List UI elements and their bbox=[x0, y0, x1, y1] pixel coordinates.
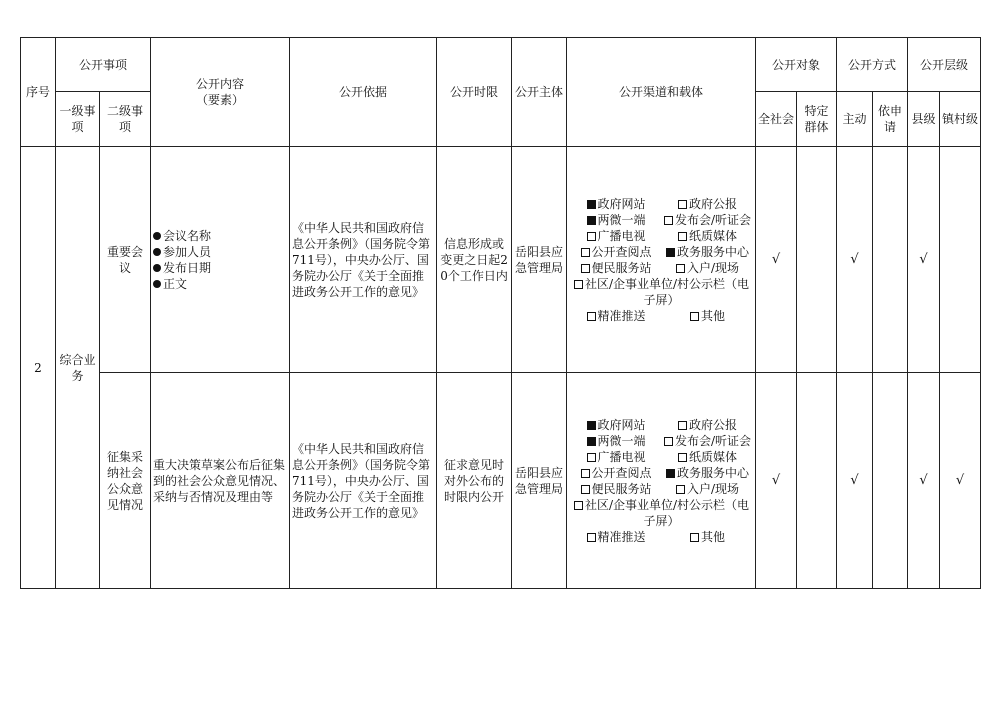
row-basis: 《中华人民共和国政府信息公开条例》（国务院令第711号），中央办公厅、国务院办公厅《关于全面推进政务公开工作的意见》 bbox=[290, 147, 437, 373]
header-audience-specific: 特定群体 bbox=[797, 92, 837, 147]
unchecked-box-icon bbox=[581, 485, 590, 494]
header-content bbox=[151, 38, 290, 147]
checked-box-icon bbox=[587, 421, 596, 430]
header-level: 公开层级 bbox=[908, 38, 981, 92]
row-time-limit: 征求意见时对外公布的时限内公开 bbox=[437, 373, 512, 589]
row-method-active: √ bbox=[837, 147, 873, 373]
row-level-town: √ bbox=[940, 373, 981, 589]
header-content-sub: （要素） bbox=[196, 93, 245, 107]
header-item: 公开事项 bbox=[56, 38, 151, 92]
bullet-icon bbox=[153, 248, 161, 256]
checked-box-icon bbox=[587, 200, 596, 209]
unchecked-box-icon bbox=[678, 200, 687, 209]
header-level-county: 县级 bbox=[908, 92, 940, 147]
row-subject: 岳阳县应急管理局 bbox=[512, 147, 567, 373]
unchecked-box-icon bbox=[581, 248, 590, 257]
unchecked-box-icon bbox=[587, 533, 596, 542]
bullet-icon bbox=[153, 264, 161, 272]
unchecked-box-icon bbox=[587, 453, 596, 462]
unchecked-box-icon bbox=[678, 232, 687, 241]
unchecked-box-icon bbox=[664, 437, 673, 446]
header-channels: 公开渠道和载体 bbox=[567, 38, 756, 147]
checked-box-icon bbox=[666, 248, 675, 257]
row-method-request bbox=[873, 373, 908, 589]
header-time-limit: 公开时限 bbox=[437, 38, 512, 147]
row-content bbox=[151, 147, 290, 373]
row-time-limit: 信息形成或变更之日起20个工作日内 bbox=[437, 147, 512, 373]
unchecked-box-icon bbox=[587, 232, 596, 241]
header-method-request: 依申请 bbox=[873, 92, 908, 147]
row-level2: 重要会议 bbox=[100, 147, 151, 373]
unchecked-box-icon bbox=[690, 312, 699, 321]
unchecked-box-icon bbox=[664, 216, 673, 225]
row-audience-specific bbox=[797, 147, 837, 373]
header-subject: 公开主体 bbox=[512, 38, 567, 147]
row-level-county: √ bbox=[908, 373, 940, 589]
unchecked-box-icon bbox=[587, 312, 596, 321]
content-item: 会议名称 bbox=[153, 228, 287, 244]
row-channels: 政府网站 政府公报 两微一端 发布会/听证会 广播电视 纸质媒体 公开查阅点 政务服务中心 便民服务站 入户/现场 社区/企事业单位/村公示栏（电子屏） 精准推送 其他 bbox=[567, 147, 756, 373]
unchecked-box-icon bbox=[690, 533, 699, 542]
group-level1: 综合业务 bbox=[56, 147, 100, 589]
checked-box-icon bbox=[587, 437, 596, 446]
unchecked-box-icon bbox=[676, 264, 685, 273]
row-subject: 岳阳县应急管理局 bbox=[512, 373, 567, 589]
content-item: 正文 bbox=[153, 276, 287, 292]
header-content-title: 公开内容 bbox=[196, 77, 245, 91]
row-method-active: √ bbox=[837, 373, 873, 589]
header-basis: 公开依据 bbox=[290, 38, 437, 147]
row-audience-specific bbox=[797, 373, 837, 589]
header-level-town: 镇村级 bbox=[940, 92, 981, 147]
row-content: 重大决策草案公布后征集到的社会公众意见情况、采纳与否情况及理由等 bbox=[151, 373, 290, 589]
unchecked-box-icon bbox=[581, 264, 590, 273]
checked-box-icon bbox=[587, 216, 596, 225]
unchecked-box-icon bbox=[581, 469, 590, 478]
unchecked-box-icon bbox=[574, 280, 583, 289]
header-method-active: 主动 bbox=[837, 92, 873, 147]
checked-box-icon bbox=[666, 469, 675, 478]
header-audience: 公开对象 bbox=[756, 38, 837, 92]
row-level-town bbox=[940, 147, 981, 373]
row-level-county: √ bbox=[908, 147, 940, 373]
row-level2: 征集采纳社会公众意见情况 bbox=[100, 373, 151, 589]
header-method: 公开方式 bbox=[837, 38, 908, 92]
table-row bbox=[21, 147, 981, 373]
disclosure-table bbox=[20, 37, 981, 589]
row-method-request bbox=[873, 147, 908, 373]
group-seq: 2 bbox=[21, 147, 56, 589]
unchecked-box-icon bbox=[678, 453, 687, 462]
unchecked-box-icon bbox=[574, 501, 583, 510]
row-audience-all: √ bbox=[756, 373, 797, 589]
row-audience-all: √ bbox=[756, 147, 797, 373]
bullet-icon bbox=[153, 232, 161, 240]
header-level1: 一级事项 bbox=[56, 92, 100, 147]
bullet-icon bbox=[153, 280, 161, 288]
unchecked-box-icon bbox=[676, 485, 685, 494]
table-row bbox=[21, 373, 981, 589]
unchecked-box-icon bbox=[678, 421, 687, 430]
header-seq: 序号 bbox=[21, 38, 56, 147]
row-channels: 政府网站 政府公报 两微一端 发布会/听证会 广播电视 纸质媒体 公开查阅点 政务服务中心 便民服务站 入户/现场 社区/企事业单位/村公示栏（电子屏） 精准推送 其他 bbox=[567, 373, 756, 589]
content-item: 参加人员 bbox=[153, 244, 287, 260]
content-item: 发布日期 bbox=[153, 260, 287, 276]
header-level2: 二级事项 bbox=[100, 92, 151, 147]
header-audience-all: 全社会 bbox=[756, 92, 797, 147]
row-basis: 《中华人民共和国政府信息公开条例》（国务院令第711号），中央办公厅、国务院办公厅《关于全面推进政务公开工作的意见》 bbox=[290, 373, 437, 589]
